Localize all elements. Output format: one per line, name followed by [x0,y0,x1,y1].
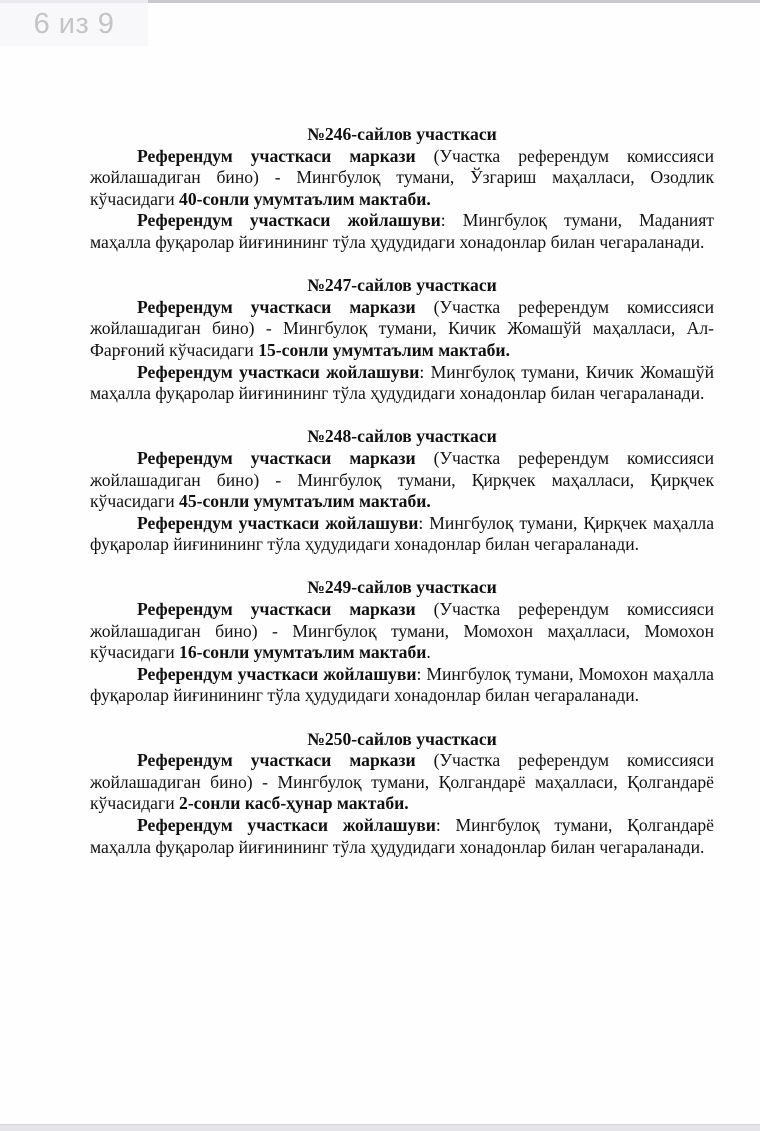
center-after: . [426,642,431,663]
center-paragraph [90,297,714,362]
location-text: : Мингбулоқ тумани, Қолгандарё маҳалла фуқаролар йиғинининг тўла ҳудудидаги хонадонлар билан чегараланади. [90,815,714,857]
center-paragraph [90,448,714,513]
section-title: №249-сайлов участкаси [307,577,497,598]
center-paragraph [90,750,714,815]
location-label: Референдум участкаси жойлашуви [137,361,420,382]
section-title: №247-сайлов участкаси [307,275,497,296]
location-text: : Мингбулоқ тумани, Маданият маҳалла фуқаролар йиғинининг тўла ҳудудидаги хонадонлар билан чегараланади. [90,210,714,252]
center-label: Референдум участкаси маркази [137,145,416,166]
location-paragraph [90,513,714,556]
location-paragraph [90,815,714,858]
center-school: 16-сонли умумтаълим мактаби [179,642,427,663]
center-paragraph [90,599,714,664]
center-school: 2-сонли касб-ҳунар мактаби. [179,793,409,814]
location-paragraph [90,210,714,253]
location-text: : Мингбулоқ тумани, Момохон маҳалла фуқаролар йиғинининг тўла ҳудудидаги хонадонлар билан чегараланади. [90,663,714,706]
center-text: (Участка референдум комиссияси жойлашадиган бино) - Мингбулоқ тумани, Қирқчек маҳалласи, Қирқчек кўчасидаги [90,447,714,512]
polling-station-section [90,577,714,707]
location-text: : Мингбулоқ тумани, Қирқчек маҳалла фуқаролар йиғинининг тўла ҳудудидаги хонадонлар билан чегараланади. [90,512,714,555]
document-page [90,124,714,880]
center-label: Референдум участкаси маркази [137,750,416,771]
center-school: 40-сонли умумтаълим мактаби. [179,188,431,209]
location-paragraph [90,362,714,405]
bottom-toolbar-edge [0,1124,760,1131]
section-title: №246-сайлов участкаси [307,124,497,144]
location-text: : Мингбулоқ тумани, Кичик Жомашўй маҳалла фуқаролар йиғинининг тўла ҳудудидаги хонадонлар билан чегараланади. [90,361,714,404]
center-school: 45-сонли умумтаълим мактаби. [179,491,431,512]
location-label: Референдум участкаси жойлашуви [137,663,417,684]
section-title: №248-сайлов участкаси [307,426,497,447]
polling-station-section [90,124,714,254]
location-label: Референдум участкаси жойлашуви [137,512,419,533]
polling-station-section [90,426,714,556]
center-label: Референдум участкаси маркази [137,296,416,317]
page-indicator: 6 из 9 [0,3,148,46]
section-title: №250-сайлов участкаси [307,728,497,749]
location-label: Референдум участкаси жойлашуви [137,210,441,231]
center-text: (Участка референдум комиссияси жойлашадиган бино) - Мингбулоқ тумани, Ўзгариш маҳалласи, Озодлик кўчасидаги [90,145,714,209]
center-school: 15-сонли умумтаълим мактаби. [258,339,510,360]
center-label: Референдум участкаси маркази [137,599,416,620]
center-text: (Участка референдум комиссияси жойлашадиган бино) - Мингбулоқ тумани, Кичик Жомашўй маҳалласи, Ал-Фарғоний кўчасидаги [90,296,714,360]
polling-station-section [90,729,714,859]
center-label: Референдум участкаси маркази [137,447,416,468]
center-text: (Участка референдум комиссияси жойлашадиган бино) - Мингбулоқ тумани, Қолгандарё маҳалласи, Қолгандарё кўчасидаги [90,750,714,814]
location-paragraph [90,664,714,707]
polling-station-section [90,275,714,405]
location-label: Референдум участкаси жойлашуви [137,815,436,835]
center-text: (Участка референдум комиссияси жойлашадиган бино) - Мингбулоқ тумани, Момохон маҳалласи, Момохон кўчасидаги [90,599,714,663]
center-paragraph [90,146,714,211]
